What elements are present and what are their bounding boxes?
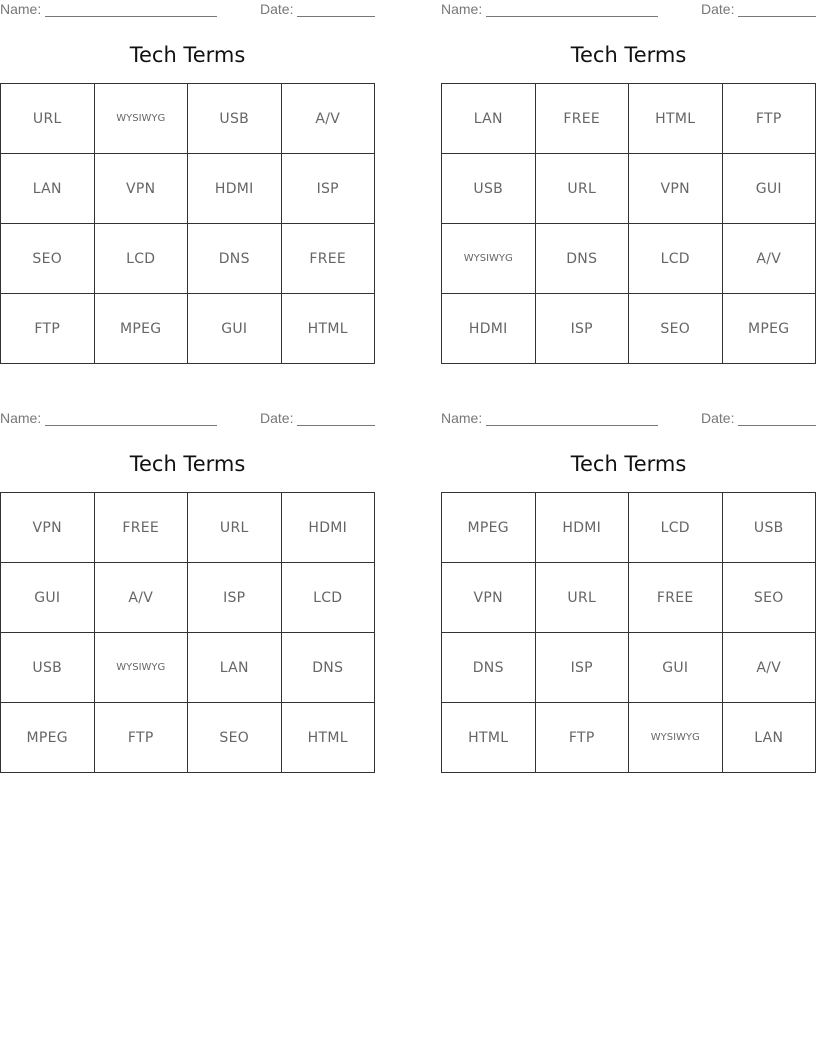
grid-row (442, 154, 816, 224)
grid-row (1, 294, 375, 364)
grid-cell[interactable]: A/V (722, 224, 816, 294)
grid-cell[interactable]: WYSIWYG (629, 703, 723, 773)
card-header (0, 410, 375, 430)
grid-cell[interactable]: WYSIWYG (94, 84, 188, 154)
grid-cell[interactable]: FREE (94, 493, 188, 563)
grid-cell[interactable]: FTP (1, 294, 95, 364)
name-label: Name: (0, 410, 42, 426)
date-blank-line[interactable] (297, 16, 375, 17)
grid-cell[interactable]: VPN (629, 154, 723, 224)
grid-cell[interactable]: LAN (188, 633, 282, 703)
grid-cell[interactable]: DNS (188, 224, 282, 294)
grid-cell[interactable]: HDMI (442, 294, 536, 364)
grid-cell[interactable]: VPN (442, 563, 536, 633)
grid-cell[interactable]: MPEG (442, 493, 536, 563)
grid-cell[interactable]: GUI (1, 563, 95, 633)
grid-cell[interactable]: LCD (629, 224, 723, 294)
card-header (441, 1, 816, 21)
name-blank-line[interactable] (486, 425, 658, 426)
grid-cell[interactable]: SEO (629, 294, 723, 364)
name-label: Name: (0, 1, 42, 17)
name-blank-line[interactable] (45, 425, 217, 426)
grid-cell[interactable]: VPN (1, 493, 95, 563)
grid-row (1, 224, 375, 294)
grid-cell[interactable]: VPN (94, 154, 188, 224)
card-header (0, 1, 375, 21)
card-title: Tech Terms (129, 43, 246, 67)
grid-cell[interactable]: LAN (442, 84, 536, 154)
bingo-grid (0, 83, 375, 364)
bingo-card (441, 0, 816, 365)
grid-cell[interactable]: LAN (1, 154, 95, 224)
grid-row (1, 84, 375, 154)
date-label: Date: (260, 1, 294, 17)
grid-cell[interactable]: GUI (722, 154, 816, 224)
grid-cell[interactable]: FTP (94, 703, 188, 773)
grid-row (442, 703, 816, 773)
grid-cell[interactable]: URL (535, 563, 629, 633)
grid-cell[interactable]: USB (722, 493, 816, 563)
grid-cell[interactable]: GUI (629, 633, 723, 703)
grid-row (442, 493, 816, 563)
grid-row (442, 633, 816, 703)
grid-row (1, 703, 375, 773)
date-blank-line[interactable] (297, 425, 375, 426)
grid-cell[interactable]: MPEG (94, 294, 188, 364)
grid-cell[interactable]: SEO (722, 563, 816, 633)
date-label: Date: (260, 410, 294, 426)
card-title: Tech Terms (570, 43, 687, 67)
grid-cell[interactable]: ISP (188, 563, 282, 633)
name-blank-line[interactable] (45, 16, 217, 17)
card-header (441, 410, 816, 430)
bingo-grid (0, 492, 375, 773)
grid-cell[interactable]: USB (442, 154, 536, 224)
grid-cell[interactable]: URL (535, 154, 629, 224)
grid-cell[interactable]: HTML (281, 703, 375, 773)
date-label: Date: (701, 410, 735, 426)
grid-cell[interactable]: ISP (281, 154, 375, 224)
grid-row (1, 154, 375, 224)
grid-cell[interactable]: LAN (722, 703, 816, 773)
card-title: Tech Terms (570, 452, 687, 476)
bingo-grid (441, 492, 816, 773)
grid-cell[interactable]: LCD (94, 224, 188, 294)
name-label: Name: (441, 1, 483, 17)
grid-cell[interactable]: LCD (629, 493, 723, 563)
grid-cell[interactable]: DNS (442, 633, 536, 703)
date-label: Date: (701, 1, 735, 17)
grid-row (1, 633, 375, 703)
grid-cell[interactable]: WYSIWYG (442, 224, 536, 294)
grid-cell[interactable]: DNS (281, 633, 375, 703)
grid-cell[interactable]: URL (1, 84, 95, 154)
grid-cell[interactable]: MPEG (1, 703, 95, 773)
grid-cell[interactable]: FTP (722, 84, 816, 154)
grid-cell[interactable]: HTML (281, 294, 375, 364)
grid-cell[interactable]: FREE (281, 224, 375, 294)
bingo-card (0, 409, 375, 774)
grid-row (442, 224, 816, 294)
grid-cell[interactable]: FTP (535, 703, 629, 773)
grid-cell[interactable]: FREE (629, 563, 723, 633)
grid-cell[interactable]: WYSIWYG (94, 633, 188, 703)
grid-cell[interactable]: MPEG (722, 294, 816, 364)
grid-cell[interactable]: SEO (188, 703, 282, 773)
bingo-card (0, 0, 375, 365)
grid-cell[interactable]: FREE (535, 84, 629, 154)
grid-cell[interactable]: HTML (629, 84, 723, 154)
date-blank-line[interactable] (738, 16, 816, 17)
grid-cell[interactable]: USB (1, 633, 95, 703)
grid-cell[interactable]: HDMI (281, 493, 375, 563)
grid-cell[interactable]: ISP (535, 294, 629, 364)
grid-cell[interactable]: SEO (1, 224, 95, 294)
grid-row (442, 563, 816, 633)
name-blank-line[interactable] (486, 16, 658, 17)
grid-cell[interactable]: USB (188, 84, 282, 154)
name-label: Name: (441, 410, 483, 426)
grid-row (1, 563, 375, 633)
grid-row (442, 84, 816, 154)
grid-cell[interactable]: A/V (94, 563, 188, 633)
grid-cell[interactable]: DNS (535, 224, 629, 294)
grid-cell[interactable]: A/V (281, 84, 375, 154)
grid-cell[interactable]: HDMI (188, 154, 282, 224)
grid-cell[interactable]: HDMI (535, 493, 629, 563)
grid-cell[interactable]: HTML (442, 703, 536, 773)
grid-cell[interactable]: GUI (188, 294, 282, 364)
grid-cell[interactable]: URL (188, 493, 282, 563)
grid-cell[interactable]: LCD (281, 563, 375, 633)
grid-cell[interactable]: A/V (722, 633, 816, 703)
date-blank-line[interactable] (738, 425, 816, 426)
grid-row (442, 294, 816, 364)
bingo-card (441, 409, 816, 774)
grid-row (1, 493, 375, 563)
bingo-grid (441, 83, 816, 364)
grid-cell[interactable]: ISP (535, 633, 629, 703)
card-title: Tech Terms (129, 452, 246, 476)
